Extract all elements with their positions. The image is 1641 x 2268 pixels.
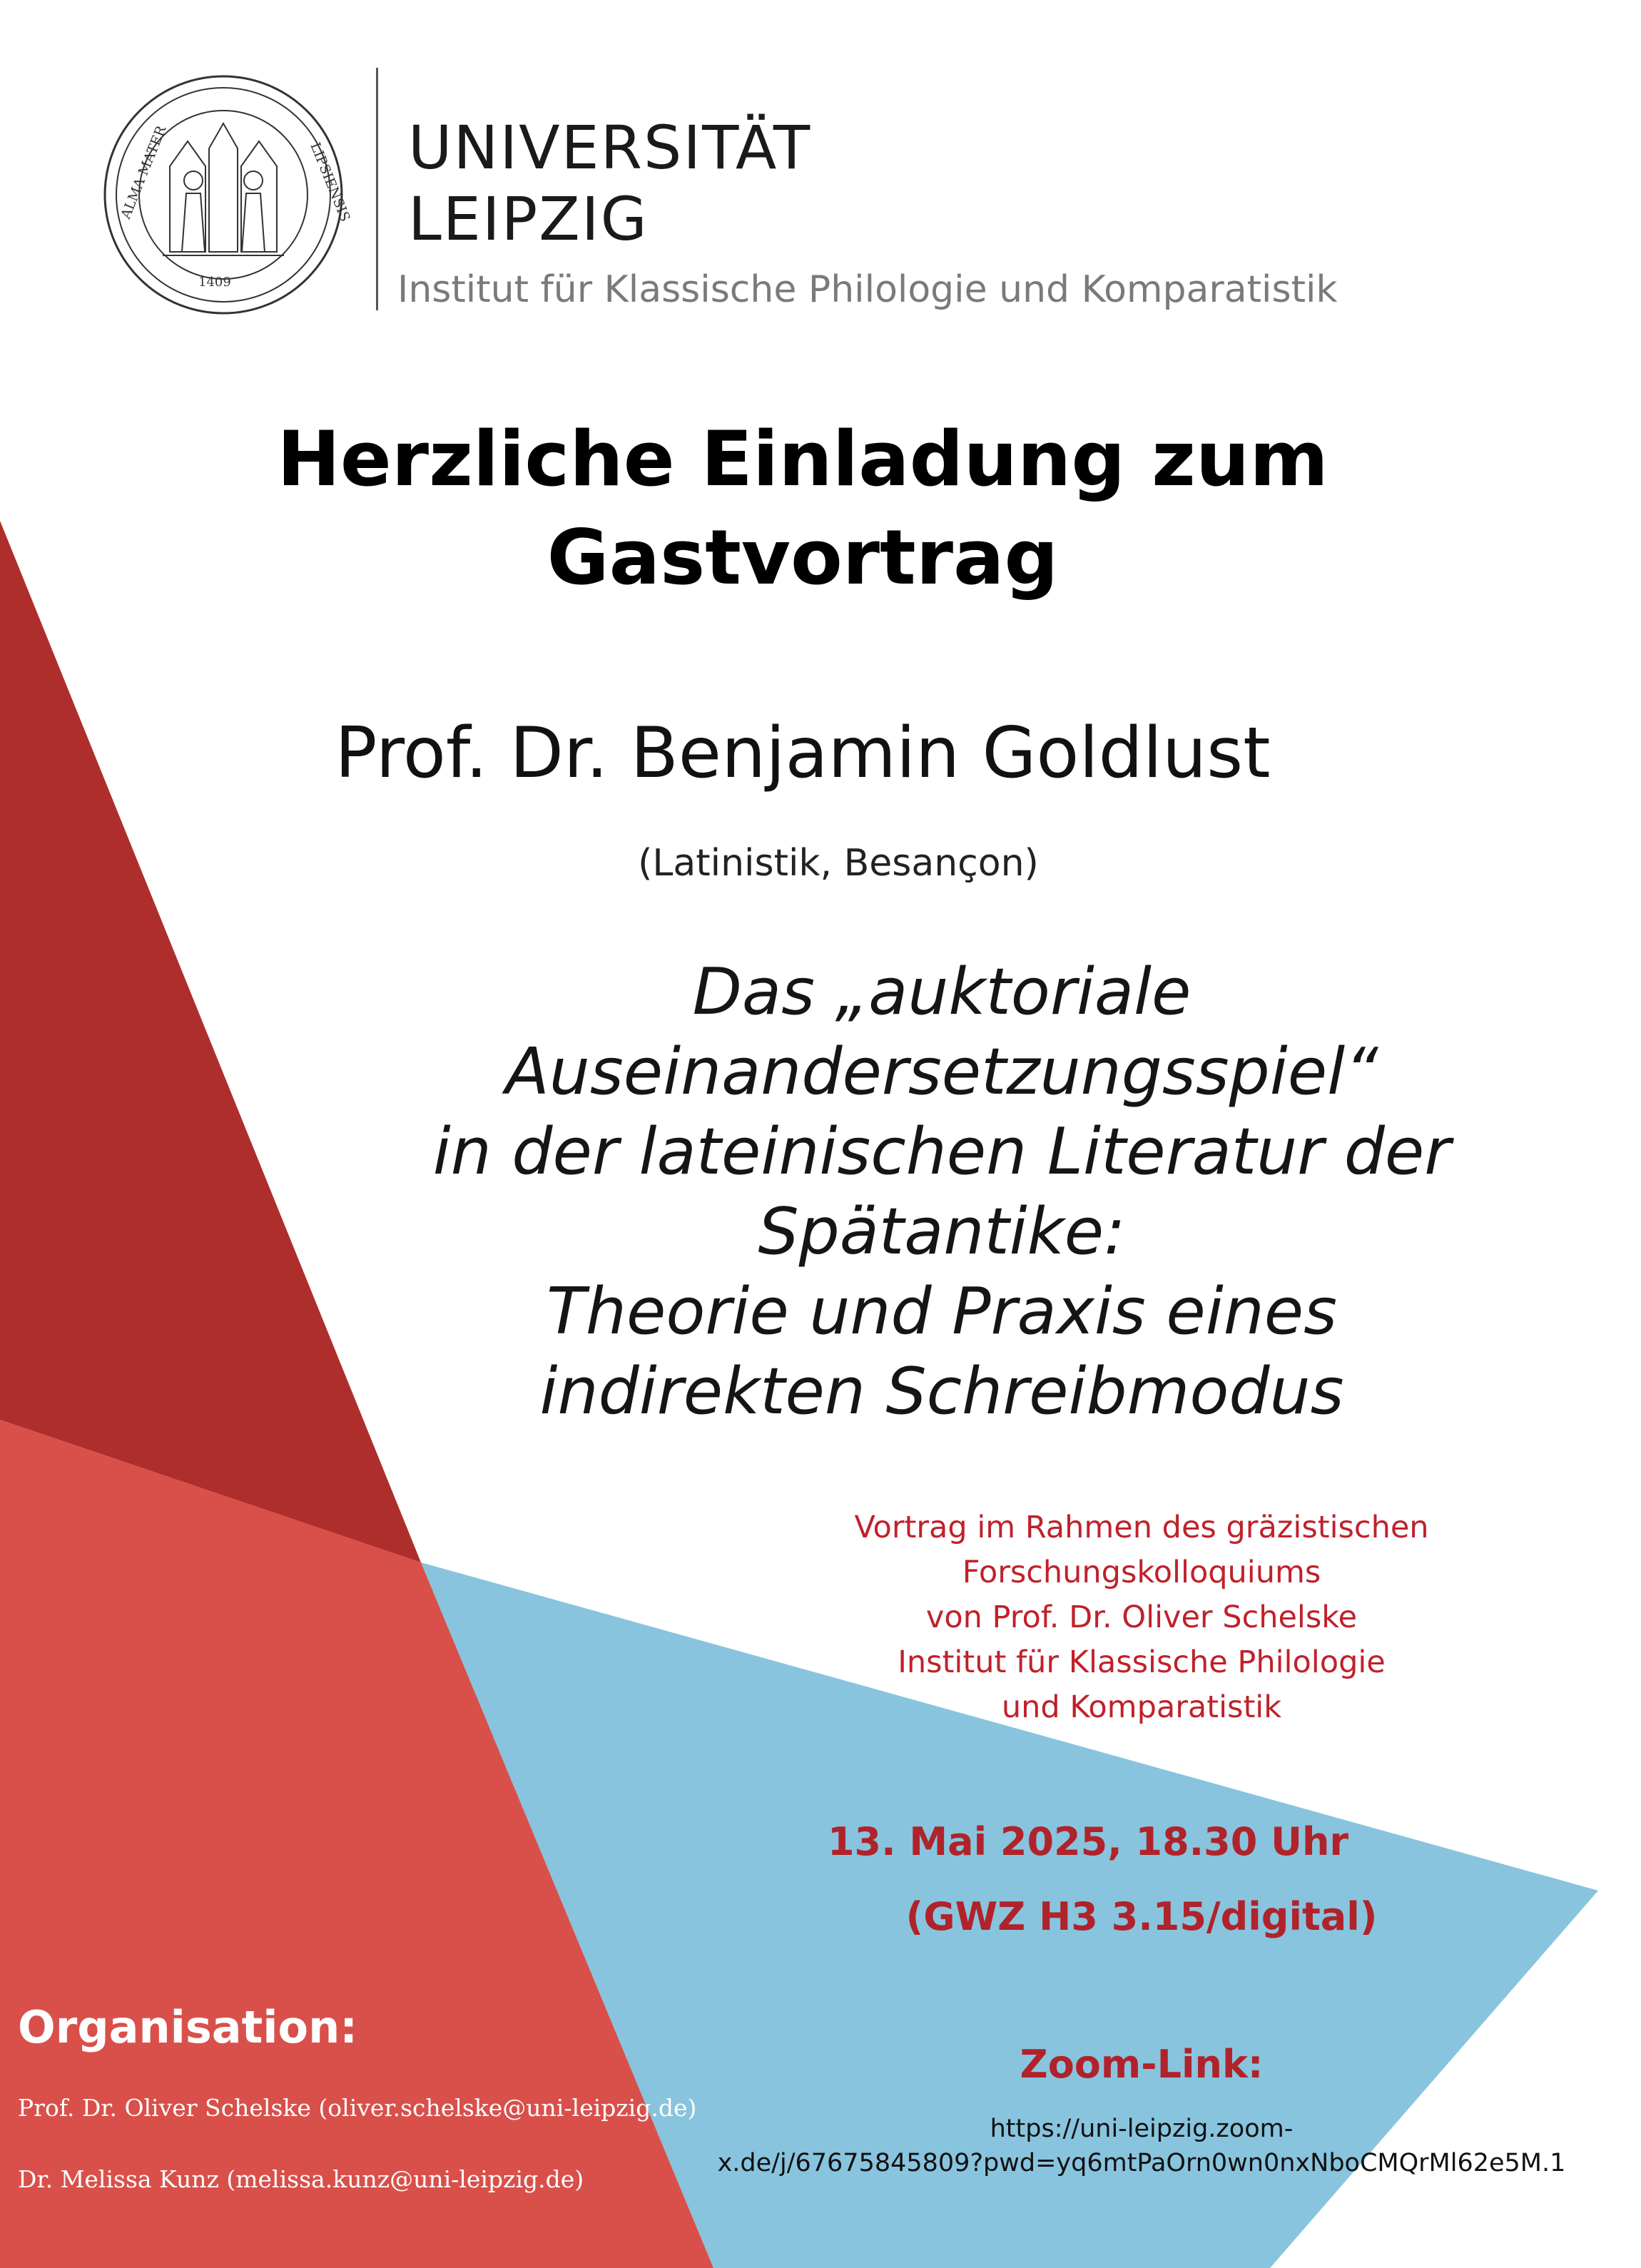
speaker-name: Prof. Dr. Benjamin Goldlust (335, 713, 1271, 794)
logo-divider (376, 68, 378, 310)
talk-title-line: Spätantike: (758, 1194, 1126, 1269)
talk-title-line: Theorie und Praxis eines (546, 1274, 1338, 1349)
svg-text:LIPSIENSIS: LIPSIENSIS (307, 140, 353, 224)
zoom-link-url[interactable] (642, 2112, 1641, 2180)
event-venue: (GWZ H3 3.15/digital) (905, 1894, 1378, 1939)
university-name-line2: LEIPZIG (408, 184, 649, 254)
talk-title (314, 952, 1570, 1432)
organiser-contact: Prof. Dr. Oliver Schelske (oliver.schelske@uni-leipzig.de) (18, 2094, 697, 2122)
talk-title-line: Auseinandersetzungsspiel“ (505, 1034, 1378, 1109)
zoom-url-line2[interactable]: x.de/j/67675845809?pwd=yq6mtPaOrn0wn0nxNboCMQrMl62e5M.1 (717, 2149, 1566, 2177)
institute-name: Institut für Klassische Philologie und Komparatistik (397, 268, 1338, 311)
event-date: 13. Mai 2025, 18.30 Uhr (827, 1819, 1349, 1864)
headline-line1: Herzliche Einladung zum (277, 415, 1328, 503)
colloquium-line: Institut für Klassische Philologie (898, 1644, 1386, 1680)
svg-text:1409: 1409 (198, 275, 231, 290)
zoom-link-label: Zoom-Link: (1020, 2042, 1264, 2087)
university-name-line1: UNIVERSITÄT (408, 113, 812, 183)
colloquium-line: Vortrag im Rahmen des gräzistischen (854, 1510, 1429, 1545)
talk-title-line: Das „auktoriale (692, 955, 1192, 1029)
invitation-headline (143, 410, 1463, 607)
colloquium-line: von Prof. Dr. Oliver Schelske (925, 1600, 1358, 1635)
organiser-contact: Dr. Melissa Kunz (melissa.kunz@uni-leipzig.de) (18, 2165, 584, 2193)
colloquium-info (785, 1505, 1498, 1730)
speaker-affiliation: (Latinistik, Besançon) (638, 842, 1039, 885)
university-seal-icon (102, 73, 353, 316)
colloquium-line: und Komparatistik (1001, 1689, 1282, 1725)
talk-title-line: indirekten Schreibmodus (539, 1354, 1344, 1429)
headline-line2: Gastvortrag (547, 514, 1059, 601)
svg-text:ALMA MATER: ALMA MATER (118, 123, 170, 221)
organisation-label: Organisation: (18, 2001, 358, 2053)
colloquium-line: Forschungskolloquiums (962, 1555, 1321, 1590)
talk-title-line: in der lateinischen Literatur der (432, 1114, 1451, 1189)
zoom-url-line1[interactable]: https://uni-leipzig.zoom- (990, 2115, 1294, 2143)
